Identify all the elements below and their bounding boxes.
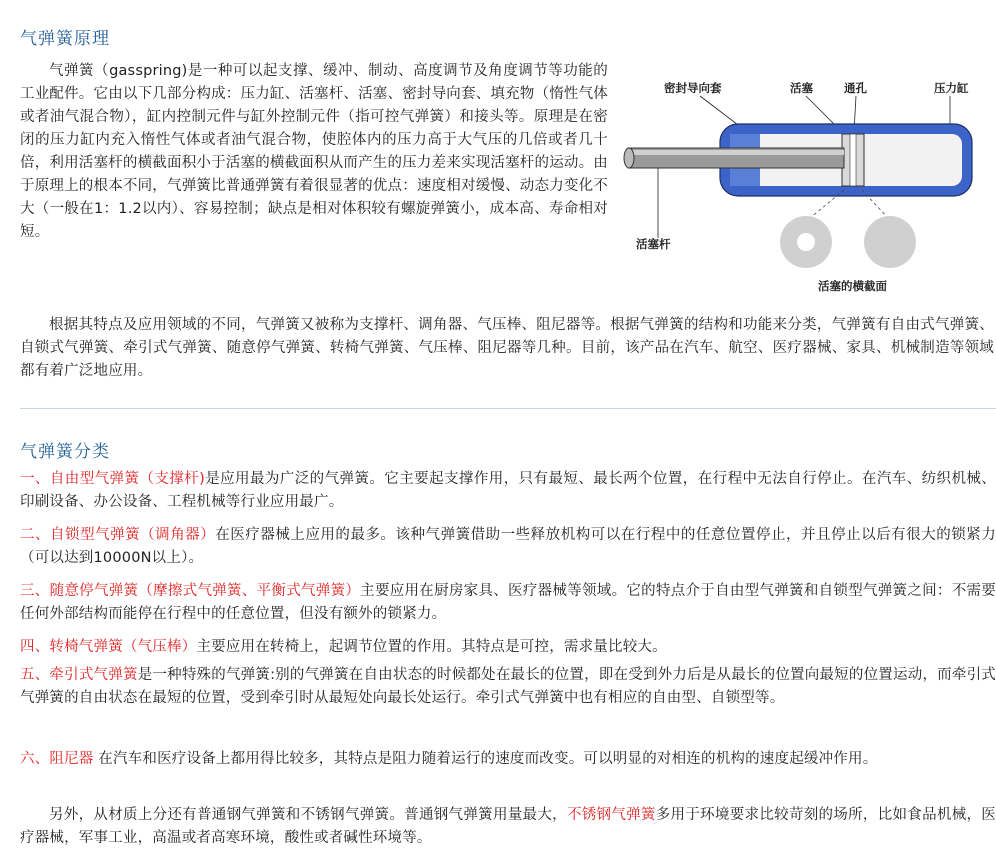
classification-item xyxy=(20,636,996,659)
section-title-classification: 气弹簧分类 xyxy=(20,442,110,462)
principle-paragraph: 气弹簧（gasspring)是一种可以起支撑、缓冲、制动、高度调节及角度调节等功能的工业配件。它由以下几部分构成：压力缸、活塞杆、活塞、密封导向套、填充物（惰性气体或者油气混合物），缸内控制元件与缸外控制元件（指可控气弹簧）和接头等。原理是在密闭的压力缸内充入惰性气体或者油气混合物，使腔体内的压力高于大气压的几倍或者几十倍，利用活塞杆的横截面积小于活塞的横截面积从而产生的压力差来实现活塞杆的运动。由于原理上的根本不同，气弹簧比普通弹簧有着很显著的优点：速度相对缓慢、动态力变化不大（一般在1：1.2以内）、容易控制；缺点是相对体积较有螺旋弹簧小，成本高、寿命相对短。 xyxy=(20,63,608,240)
material-text-post: 多用于环境要求比较苛刻的场所，比如食品机械，医疗器械，军事工业，高温或者高寒环境，酸性或者碱性环境等。 xyxy=(20,807,996,846)
item-text: 是应用最为广泛的气弹簧。它主要起支撑作用，只有最短、最长两个位置，在行程中无法自行停止。在汽车、纺织机械、印刷设备、办公设备、工程机械等行业应用最广。 xyxy=(20,471,996,510)
classification-item xyxy=(20,468,996,514)
label-cylinder: 压力缸 xyxy=(934,81,969,95)
material-paragraph xyxy=(20,804,996,850)
item-label: 四、转椅气弹簧（气压棒） xyxy=(20,639,197,655)
item-text: 主要应用在厨房家具、医疗器械等领域。它的特点介于自由型气弹簧和自锁型气弹簧之间：不需要任何外部结构而能停在行程中的任意位置，但没有额外的锁紧力。 xyxy=(20,583,996,622)
section-divider xyxy=(20,408,996,409)
item-label: 五、牵引式气弹簧 xyxy=(20,667,138,683)
label-vent-hole: 通孔 xyxy=(844,81,867,95)
label-piston-cross-section: 活塞的横截面 xyxy=(818,279,887,293)
gas-spring-diagram xyxy=(620,68,990,304)
section-title-principle: 气弹簧原理 xyxy=(20,29,110,49)
label-seal-guide: 密封导向套 xyxy=(664,81,722,95)
item-text: 在汽车和医疗设备上都用得比较多，其特点是阻力随着运行的速度而改变。可以明显的对相连的机构的速度起缓冲作用。 xyxy=(93,751,878,767)
classification-item xyxy=(20,524,996,570)
classification-item xyxy=(20,580,996,626)
classification-intro-paragraph: 根据其特点及应用领域的不同，气弹簧又被称为支撑杆、调角器、气压棒、阻尼器等。根据气弹簧的结构和功能来分类，气弹簧有自由式气弹簧、自锁式气弹簧、牵引式气弹簧、随意停气弹簧、转椅气弹簧、气压棒、阻尼器等几种。目前，该产品在汽车、航空、医疗器械、家具、机械制造等领域都有着广泛地应用。 xyxy=(20,317,994,379)
item-text: 在医疗器械上应用的最多。该种气弹簧借助一些释放机构可以在行程中的任意位置停止，并且停止以后有很大的锁紧力（可以达到10000N以上）。 xyxy=(20,527,996,566)
item-text: 主要应用在转椅上，起调节位置的作用。其特点是可控，需求量比较大。 xyxy=(196,639,667,655)
material-text-pre: 另外，从材质上分还有普通钢气弹簧和不锈钢气弹簧。普通钢气弹簧用量最大， xyxy=(49,807,567,823)
stainless-steel-highlight: 不锈钢气弹簧 xyxy=(566,807,656,823)
label-piston: 活塞 xyxy=(790,81,813,95)
label-piston-rod: 活塞杆 xyxy=(636,237,671,251)
classification-item xyxy=(20,664,996,710)
classification-item xyxy=(20,748,996,771)
item-label: 三、随意停气弹簧（摩擦式气弹簧、平衡式气弹簧） xyxy=(20,583,361,599)
item-label: 六、阻尼器 xyxy=(20,751,94,767)
item-text: 是一种特殊的气弹簧:别的气弹簧在自由状态的时候都处在最长的位置，即在受到外力后是从最长的位置向最短的位置运动，而牵引式气弹簧的自由状态在最短的位置，受到牵引时从最短处向最长处运行。牵引式气弹簧中也有相应的自由型、自锁型等。 xyxy=(20,667,996,706)
item-label: 二、自锁型气弹簧（调角器） xyxy=(20,527,216,543)
piston-cross-section xyxy=(864,216,916,268)
item-label: 一、自由型气弹簧（支撑杆) xyxy=(20,471,205,487)
